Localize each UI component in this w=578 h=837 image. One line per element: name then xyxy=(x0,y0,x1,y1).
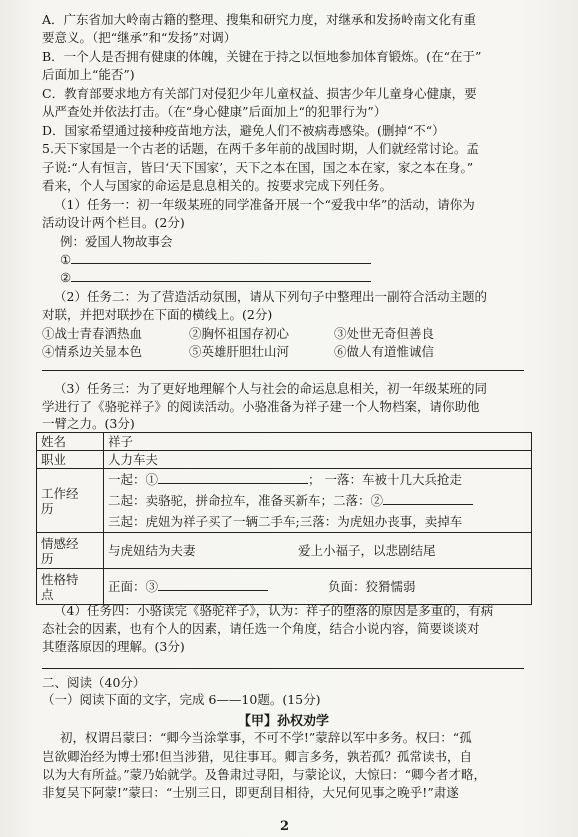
option-c-cont: 从严查处并依法打击。（在“身心健康”后面加上“的犯罪行为”） xyxy=(42,104,387,119)
answer-line-1 xyxy=(71,263,371,264)
answer-blank-2[interactable] xyxy=(60,270,560,286)
rise-3: 三起：虎妞为祥子买了一辆二手车; xyxy=(108,514,300,529)
couplet-option-6: ⑥做人有道惟诚信 xyxy=(334,344,435,359)
task-3-line-2: 学进行了《骆驼祥子》的阅读活动。小骆准备为祥子建一个人物档案，请你助他 xyxy=(42,399,480,414)
option-a-cont: 要意义。（把“继承”和“发扬”对调） xyxy=(42,30,237,45)
trait-label-part-1: 性格特 xyxy=(41,571,79,587)
couplet-option-1: ①战士青春洒热血 xyxy=(42,326,143,341)
work-row-3 xyxy=(108,511,527,532)
emotion-label-part-2: 历 xyxy=(41,550,54,566)
work-label-part-1: 工作经 xyxy=(41,485,79,501)
task-2-line-2: 对联，并把对联抄在下面的横线上。(2分) xyxy=(42,307,273,322)
option-b: B．一个人是否拥有健康的体魄，关键在于持之以恒地参加体育锻炼。(在“在于” xyxy=(42,49,482,64)
passage-line-1: 初，权谓吕蒙曰：“卿今当涂掌事，不可不学!”蒙辞以军中多务。权曰：“孤 xyxy=(60,730,472,745)
task-2-line-1: （2）任务二：为了营造活动氛围，请从下列句子中整理出一副符合活动主题的 xyxy=(54,289,487,304)
answer-line-2 xyxy=(71,281,371,282)
couplet-option-3: ③处世无奇但善良 xyxy=(334,326,435,341)
task-1-line-1: （1）任务一：初一年级某班的同学准备开展一个“爱我中华”的活动，请你为 xyxy=(54,197,475,212)
table-row xyxy=(37,469,532,533)
circled-1: ① xyxy=(60,252,72,267)
reading-subsection-heading: （一）阅读下面的文字，完成 6——10题。(15分) xyxy=(42,692,321,707)
rise-2: 二起：卖骆驼，拼命拉车，准备买新车； xyxy=(108,493,334,508)
passage-line-2: 岂欲卿治经为博士邪!但当涉猎，见往事耳。卿言多务，孰若孤？孤常读书，自 xyxy=(42,749,473,764)
couplet-option-2: ②胸怀祖国存初心 xyxy=(189,326,290,341)
trait-label-part-2: 点 xyxy=(41,586,54,602)
blank-1[interactable] xyxy=(158,483,308,484)
table-row xyxy=(37,533,532,569)
name-label: 姓名 xyxy=(37,433,104,451)
table-row xyxy=(37,569,532,605)
question-5-line-1: 5.天下家国是一个古老的话题，在两千多年前的战国时期，人们就经常讨论。孟 xyxy=(42,141,479,156)
question-5-line-3: 看来，个人与国家的命运是息息相关的。按要求完成下列任务。 xyxy=(42,178,393,193)
circled-2: ② xyxy=(60,270,72,285)
passage-title: 【甲】孙权劝学 xyxy=(238,714,330,729)
task-3-line-3: 一臂之力。(3分) xyxy=(42,416,135,431)
negative-trait: 负面：狡猾懦弱 xyxy=(328,579,416,594)
option-a: A．广东省加大岭南古籍的整理、搜集和研究力度，对继承和发扬岭南文化有重 xyxy=(42,12,477,27)
emotion-1: 与虎妞结为夫妻 xyxy=(108,543,196,558)
rise-1: 一起：① xyxy=(108,472,159,487)
job-value: 人力车夫 xyxy=(104,451,532,469)
job-label: 职业 xyxy=(37,451,104,469)
trait-label xyxy=(37,569,104,605)
table-row xyxy=(37,433,532,451)
reading-section-heading: 二、阅读（40分） xyxy=(42,675,146,690)
emotion-label-part-1: 情感经 xyxy=(41,535,79,551)
work-history-value xyxy=(104,469,532,533)
passage-line-4: 非复吴下阿蒙!”蒙曰：“士别三日，即更刮目相待，大兄何见事之晚乎!”肃遂 xyxy=(42,785,459,800)
couplet-options-row-2 xyxy=(42,344,542,360)
fall-2: 二落：② xyxy=(333,493,384,508)
couplet-options-row-1 xyxy=(42,326,542,342)
fall-3: 三落：为虎妞办丧事，卖掉车 xyxy=(299,514,463,529)
name-value: 祥子 xyxy=(104,433,532,451)
task-4-line-1: （4）任务四：小骆读完《骆驼祥子》，认为：祥子的堕落的原因是多重的，有病 xyxy=(54,603,494,618)
option-c: C．教育部要求地方有关部门对侵犯少年儿童权益、损害少年儿童身心健康，要 xyxy=(42,86,477,101)
task-1-example: 例：爱国人物故事会 xyxy=(60,234,173,249)
emotion-2: 爱上小福子，以悲剧结尾 xyxy=(298,543,436,558)
page-number: 2 xyxy=(280,819,290,834)
task-3-line-1: （3）任务三：为了更好地理解个人与社会的命运息息相关，初一年级某班的同 xyxy=(54,381,487,396)
character-profile-table xyxy=(36,432,532,605)
blank-3[interactable] xyxy=(158,590,268,591)
emotion-value xyxy=(104,533,532,569)
answer-blank-1[interactable] xyxy=(60,252,560,268)
work-history-label xyxy=(37,469,104,533)
blank-2[interactable] xyxy=(383,504,473,505)
couplet-answer-line[interactable] xyxy=(42,370,524,371)
couplet-option-5: ⑤英雄肝胆壮山河 xyxy=(189,344,290,359)
passage-line-3: 以为大有所益。”蒙乃始就学。及鲁肃过寻阳，与蒙论议，大惊曰：“卿今者才略， xyxy=(42,767,487,782)
table-row xyxy=(37,451,532,469)
work-label-part-2: 历 xyxy=(41,500,54,516)
option-d: D．国家希望通过接种疫苗地方法，避免人们不被病毒感染。(删掉“不“） xyxy=(42,123,445,138)
work-row-1 xyxy=(108,469,527,490)
question-5-line-2: 子说:“人有恒言，皆曰‘天下国家’，天下之本在国，国之本在家，家之本在身。” xyxy=(42,160,474,175)
task-4-answer-line[interactable] xyxy=(42,668,524,669)
positive-trait: 正面：③ xyxy=(108,579,159,594)
task-4-line-2: 态社会的因素，也有个人的因素，请任选一个角度，结合小说内容，简要谈谈对 xyxy=(42,621,480,636)
task-1-line-2: 活动设计两个栏目。(2分) xyxy=(42,215,185,230)
task-4-line-3: 其堕落原因的理解。(3分) xyxy=(42,639,185,654)
work-row-2 xyxy=(108,490,527,511)
option-b-cont: 后面加上“能否”) xyxy=(42,67,135,82)
fall-1: ； 一落：车被十几大兵抢走 xyxy=(308,472,462,487)
emotion-label xyxy=(37,533,104,569)
couplet-option-4: ④情系边关显本色 xyxy=(42,344,143,359)
trait-value xyxy=(104,569,532,605)
